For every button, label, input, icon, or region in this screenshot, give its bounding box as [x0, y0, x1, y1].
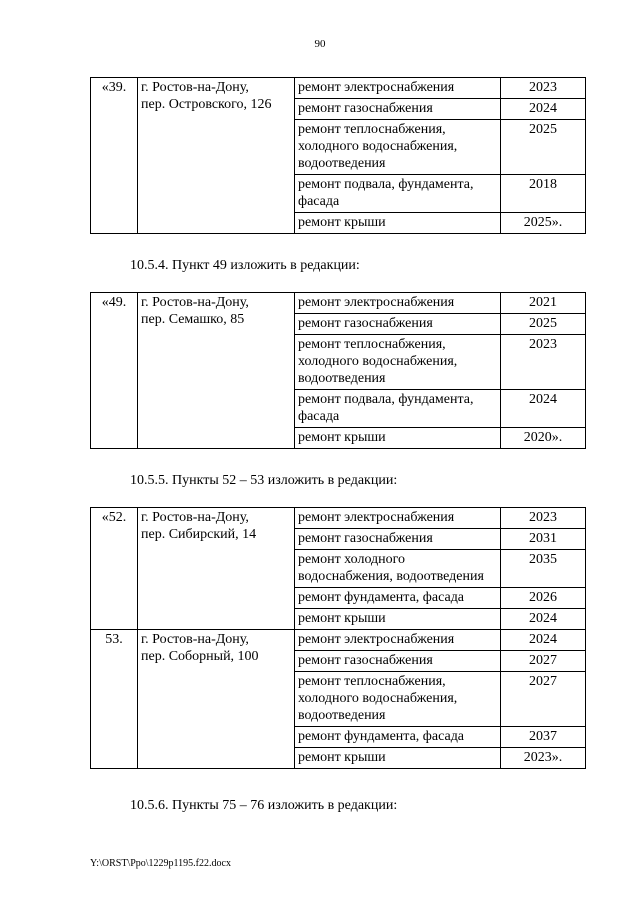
year-cell: 2025 [501, 120, 586, 175]
work-type-line: ремонт электроснабжения [298, 80, 455, 95]
address-cell [138, 508, 295, 630]
work-type-line: ремонт крыши [298, 611, 386, 626]
work-type-cell [295, 588, 501, 609]
address-cell [138, 293, 295, 449]
repair-table-2 [90, 292, 586, 449]
work-type-line: холодного водоснабжения, [298, 354, 458, 369]
work-type-line: фасада [298, 409, 340, 424]
table-row [91, 508, 586, 529]
item-number-cell: «52. [91, 508, 138, 630]
work-type-cell [295, 550, 501, 588]
work-type-cell [295, 314, 501, 335]
year-cell: 2023 [501, 508, 586, 529]
work-type-line: ремонт электроснабжения [298, 632, 455, 647]
table-row [91, 630, 586, 651]
item-number-cell: 53. [91, 630, 138, 769]
address-line: г. Ростов-на-Дону, [141, 632, 249, 647]
year-cell: 2027 [501, 651, 586, 672]
work-type-line: ремонт электроснабжения [298, 510, 455, 525]
work-type-cell [295, 213, 501, 234]
work-type-line: ремонт фундамента, фасада [298, 590, 465, 605]
year-cell: 2037 [501, 727, 586, 748]
work-type-cell [295, 99, 501, 120]
year-cell: 2020». [501, 428, 586, 449]
year-cell: 2024 [501, 99, 586, 120]
work-type-line: ремонт теплоснабжения, [298, 122, 446, 137]
work-type-line: ремонт электроснабжения [298, 295, 455, 310]
year-cell: 2023 [501, 335, 586, 390]
repair-table-3 [90, 507, 586, 769]
year-cell: 2021 [501, 293, 586, 314]
year-cell: 2025 [501, 314, 586, 335]
work-type-line: холодного водоснабжения, [298, 139, 458, 154]
work-type-cell [295, 630, 501, 651]
address-line: г. Ростов-на-Дону, [141, 510, 249, 525]
paragraph-item-49: 10.5.4. Пункт 49 изложить в редакции: [130, 258, 360, 273]
year-cell: 2025». [501, 213, 586, 234]
work-type-cell [295, 508, 501, 529]
year-cell: 2031 [501, 529, 586, 550]
work-type-cell [295, 390, 501, 428]
work-type-line: водоснабжения, водоотведения [298, 569, 484, 584]
paragraph-items-75-76: 10.5.6. Пункты 75 – 76 изложить в редакции: [130, 798, 398, 813]
address-line: г. Ростов-на-Дону, [141, 295, 249, 310]
work-type-line: ремонт подвала, фундамента, [298, 177, 474, 192]
address-line: пер. Соборный, 100 [141, 649, 259, 664]
address-line: пер. Семашко, 85 [141, 312, 245, 327]
address-cell [138, 630, 295, 769]
work-type-line: водоотведения [298, 371, 386, 386]
work-type-cell [295, 335, 501, 390]
work-type-line: водоотведения [298, 708, 386, 723]
footer-file-path: Y:\ORST\Ppo\1229p1195.f22.docx [90, 858, 231, 869]
work-type-cell [295, 727, 501, 748]
year-cell: 2026 [501, 588, 586, 609]
item-number-cell: «39. [91, 78, 138, 234]
address-line: пер. Сибирский, 14 [141, 527, 257, 542]
work-type-cell [295, 748, 501, 769]
work-type-line: ремонт газоснабжения [298, 316, 433, 331]
work-type-line: водоотведения [298, 156, 386, 171]
table-row [91, 293, 586, 314]
year-cell: 2024 [501, 609, 586, 630]
work-type-cell [295, 78, 501, 99]
work-type-line: ремонт газоснабжения [298, 531, 433, 546]
work-type-line: ремонт крыши [298, 215, 386, 230]
page-number: 90 [314, 38, 326, 50]
work-type-cell [295, 609, 501, 630]
year-cell: 2023 [501, 78, 586, 99]
address-cell [138, 78, 295, 234]
work-type-cell [295, 428, 501, 449]
work-type-line: ремонт газоснабжения [298, 101, 433, 116]
work-type-cell [295, 529, 501, 550]
work-type-cell [295, 651, 501, 672]
year-cell: 2035 [501, 550, 586, 588]
address-line: г. Ростов-на-Дону, [141, 80, 249, 95]
work-type-cell [295, 175, 501, 213]
work-type-line: ремонт подвала, фундамента, [298, 392, 474, 407]
year-cell: 2024 [501, 390, 586, 428]
paragraph-items-52-53: 10.5.5. Пункты 52 – 53 изложить в редакции: [130, 473, 398, 488]
work-type-line: ремонт крыши [298, 750, 386, 765]
work-type-line: холодного водоснабжения, [298, 691, 458, 706]
work-type-cell [295, 120, 501, 175]
work-type-cell [295, 293, 501, 314]
year-cell: 2027 [501, 672, 586, 727]
work-type-cell [295, 672, 501, 727]
address-line: пер. Островского, 126 [141, 97, 272, 112]
year-cell: 2024 [501, 630, 586, 651]
repair-table-1 [90, 77, 586, 234]
work-type-line: ремонт холодного [298, 552, 406, 567]
work-type-line: ремонт теплоснабжения, [298, 337, 446, 352]
work-type-line: ремонт газоснабжения [298, 653, 433, 668]
work-type-line: ремонт крыши [298, 430, 386, 445]
work-type-line: ремонт теплоснабжения, [298, 674, 446, 689]
item-number-cell: «49. [91, 293, 138, 449]
table-row [91, 78, 586, 99]
work-type-line: ремонт фундамента, фасада [298, 729, 465, 744]
work-type-line: фасада [298, 194, 340, 209]
year-cell: 2018 [501, 175, 586, 213]
year-cell: 2023». [501, 748, 586, 769]
